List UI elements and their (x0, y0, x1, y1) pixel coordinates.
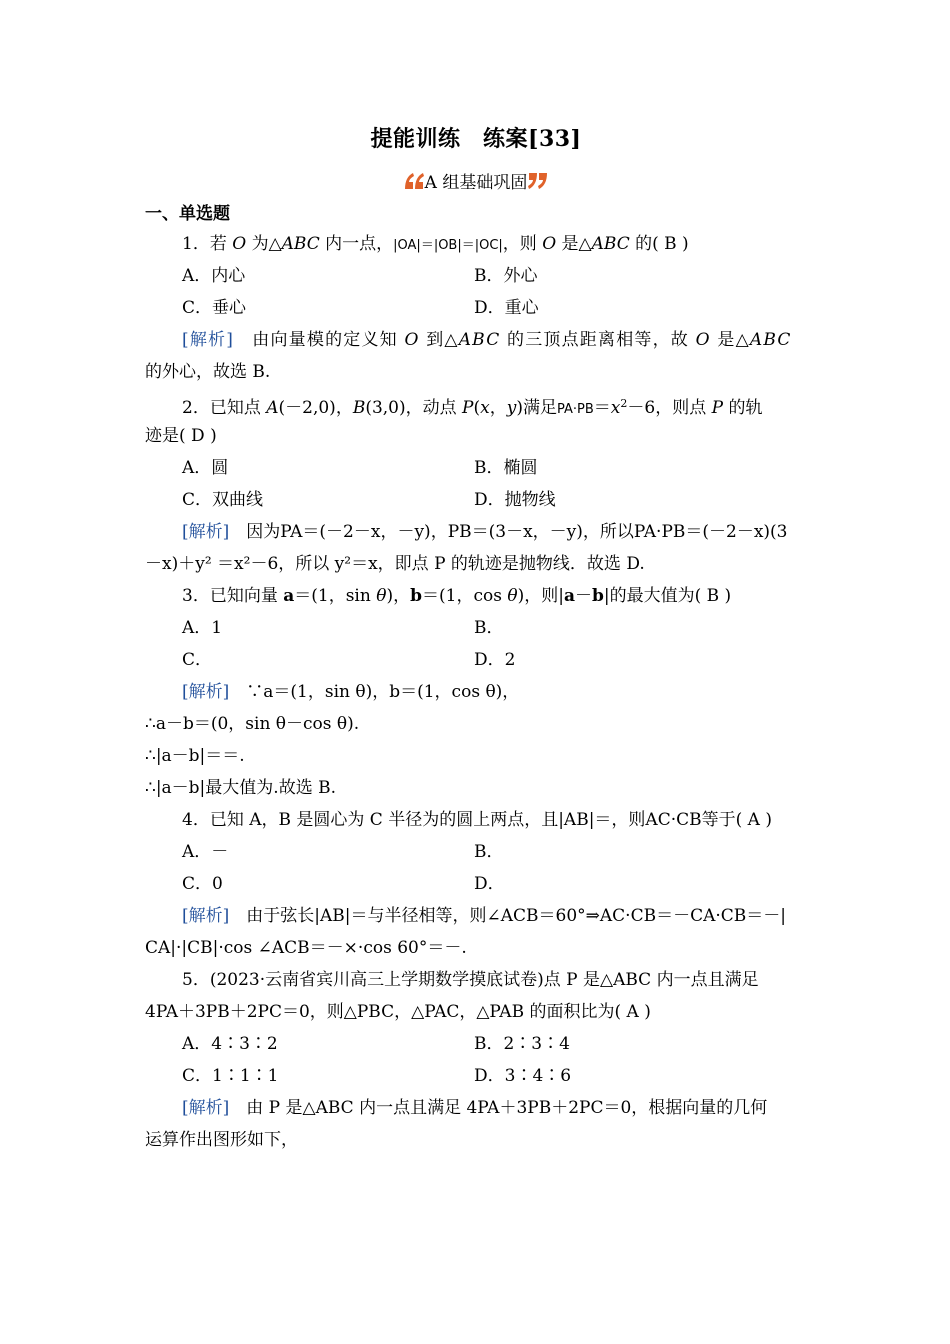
analysis-tag: [解析] (182, 682, 230, 702)
q1-option-d: D．重心 (474, 298, 539, 318)
q2-option-d: D．抛物线 (474, 490, 556, 510)
q4-option-c: C．0 (182, 874, 223, 894)
q2-explanation-cont: －x)＋y² ＝x²－6，所以 y²＝x，即点 P 的轨迹是抛物线．故选 D. (145, 554, 645, 574)
q1-option-b: B．外心 (474, 266, 538, 286)
group-label: A 组基础巩固 (424, 173, 528, 193)
q1-stem: 1．若 O 为△ABC 内一点，|OA|＝|OB|＝|OC|，则 O 是△ABC 的( B ) (182, 234, 689, 254)
section-title: 一、单选题 (145, 204, 230, 224)
group-heading (145, 168, 807, 193)
q3-stem: 3．已知向量 a＝(1，sin θ)，b＝(1，cos θ)，则|a－b|的最大值为( B ) (182, 586, 732, 606)
q5-stem-cont: 4PA＋3PB＋2PC＝0，则△PBC，△PAC，△PAB 的面积比为( A ) (145, 1002, 651, 1022)
q5-option-d: D．3∶4∶6 (474, 1066, 572, 1086)
q1-option-a: A．内心 (182, 266, 246, 286)
q1-explanation-cont: 的外心，故选 B. (145, 362, 271, 382)
q4-explanation: [解析] 由于弦长|AB|＝与半径相等，则∠ACB＝60°⇒AC·CB＝－CA·CB＝－| (182, 906, 786, 926)
q3-explanation-2: ∴a－b＝(0，sin θ－cos θ). (145, 714, 360, 734)
q3-option-a: A．1 (182, 618, 223, 638)
q3-option-d: D．2 (474, 650, 516, 670)
q4-stem: 4．已知 A，B 是圆心为 C 半径为的圆上两点，且|AB|＝，则AC·CB等于( A ) (182, 810, 772, 830)
q2-explanation: [解析] 因为PA＝(－2－x，－y)，PB＝(3－x，－y)，所以PA·PB＝(－2－x)(3 (182, 522, 788, 542)
analysis-tag: [解析] (182, 522, 230, 542)
q3-option-c: C． (182, 650, 213, 670)
q5-option-a: A．4∶3∶2 (182, 1034, 278, 1054)
q1-explanation: [解析] 由向量模的定义知 O 到△ABC 的三顶点距离相等，故 O 是△ABC (182, 330, 792, 350)
analysis-tag: [解析] (182, 1098, 230, 1118)
q4-option-b: B． (474, 842, 504, 862)
q5-option-b: B．2∶3∶4 (474, 1034, 570, 1054)
q5-stem: 5．(2023·云南省宾川高三上学期数学摸底试卷)点 P 是△ABC 内一点且满足 (182, 970, 759, 990)
q3-option-b: B． (474, 618, 504, 638)
q2-stem: 2．已知点 A(－2,0)，B(3,0)，动点 P(x，y)满足$PA\cdot PB=x^2-6$，则点 P 的轨 (182, 397, 763, 418)
q3-explanation: [解析] ∵a＝(1，sin θ)，b＝(1，cos θ)， (182, 682, 520, 702)
analysis-tag: [解析] (182, 906, 230, 926)
q4-option-a: A．－ (182, 842, 229, 862)
q3-explanation-4: ∴|a－b|最大值为.故选 B. (145, 778, 336, 798)
quote-open-icon (403, 171, 425, 191)
q3-explanation-3: ∴|a－b|＝＝. (145, 746, 245, 766)
q5-option-c: C．1∶1∶1 (182, 1066, 279, 1086)
page-title: 提能训练 练案[33] (370, 126, 582, 152)
q2-stem-cont: 迹是( D ) (145, 426, 217, 446)
q5-explanation: [解析] 由 P 是△ABC 内一点且满足 4PA＋3PB＋2PC＝0，根据向量的几何 (182, 1098, 768, 1118)
q4-explanation-cont: CA|·|CB|·cos ∠ACB＝－×·cos 60°＝－. (145, 938, 467, 958)
quote-close-icon (527, 171, 549, 191)
analysis-tag: [解析] (182, 330, 235, 350)
q2-option-c: C．双曲线 (182, 490, 264, 510)
q1-option-c: C．垂心 (182, 298, 247, 318)
q2-option-b: B．椭圆 (474, 458, 538, 478)
q5-explanation-cont: 运算作出图形如下， (145, 1130, 298, 1150)
q4-option-d: D． (474, 874, 505, 894)
q2-option-a: A．圆 (182, 458, 229, 478)
